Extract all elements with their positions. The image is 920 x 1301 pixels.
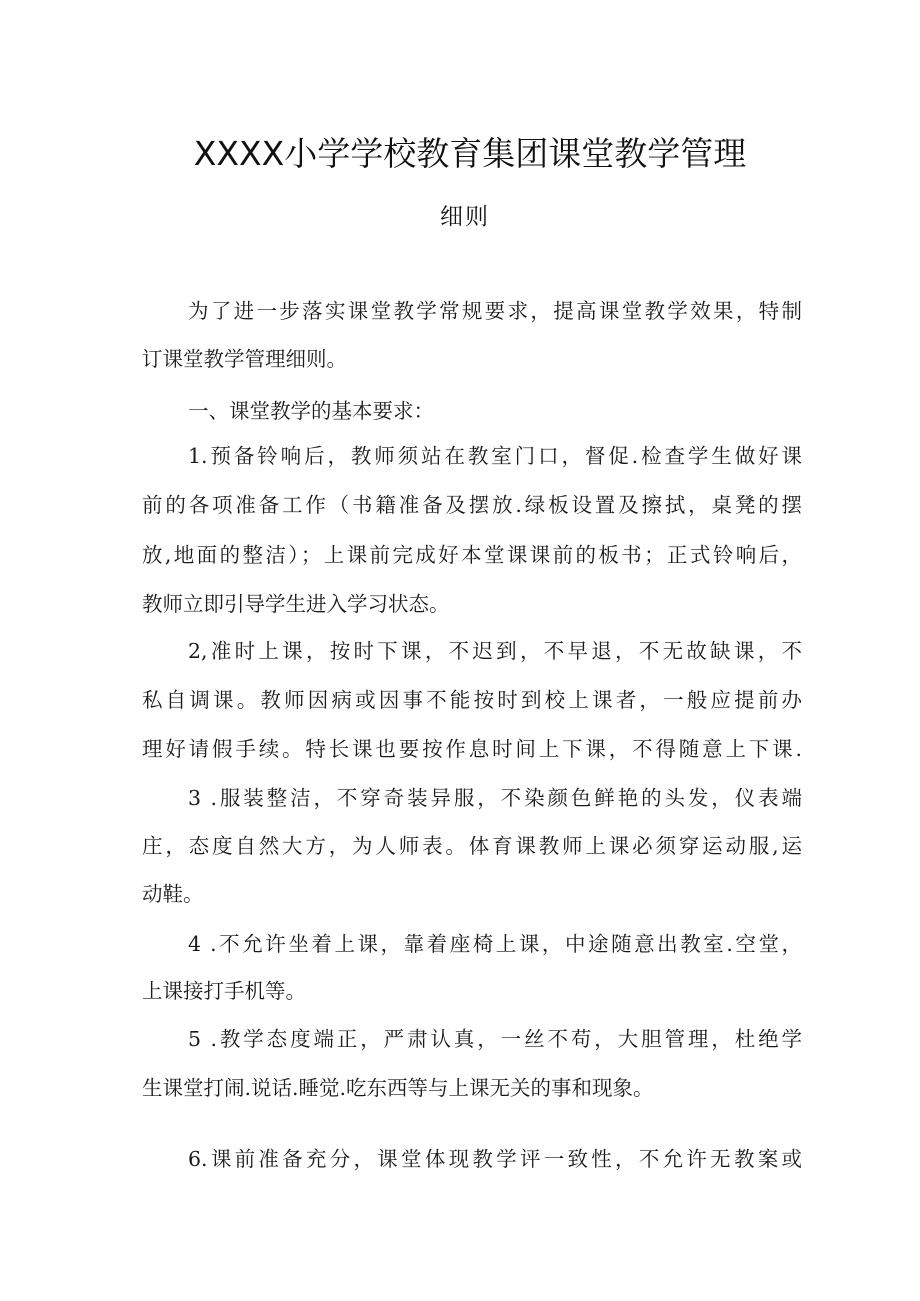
section-heading: 一、课堂教学的基本要求： [188, 399, 434, 423]
paragraph-intro-line-2: 订课堂教学管理细则。 [142, 347, 347, 371]
item-1-line-1: 1.预备铃响后，教师须站在教室门口，督促.检查学生做好课 [188, 444, 802, 468]
item-1-line-3: 放,地面的整洁）；上课前完成好本堂课课前的板书；正式铃响后， [142, 543, 802, 567]
item-5-line-2: 生课堂打闹.说话.睡觉.吃东西等与上课无关的事和现象。 [142, 1076, 654, 1100]
item-3-line-3: 动鞋。 [142, 882, 204, 906]
item-6-line-1: 6.课前准备充分，课堂体现教学评一致性，不允许无教案或 [188, 1147, 802, 1171]
item-3-line-2: 庄，态度自然大方，为人师表。体育课教师上课必须穿运动服,运 [142, 834, 802, 858]
item-2-line-1: 2,准时上课，按时下课，不迟到，不早退，不无故缺课，不 [188, 639, 802, 663]
item-2-line-2: 私自调课。教师因病或因事不能按时到校上课者，一般应提前办 [142, 688, 802, 712]
document-title: XXXX小学学校教育集团课堂教学管理 [193, 134, 747, 173]
item-2-line-3: 理好请假手续。特长课也要按作息时间上下课，不得随意上下课. [142, 737, 802, 761]
item-1-line-2: 前的各项准备工作（书籍准备及摆放.绿板设置及擦拭，桌凳的摆 [142, 493, 802, 517]
item-4-line-2: 上课接打手机等。 [142, 979, 306, 1003]
paragraph-intro-line-1: 为了进一步落实课堂教学常规要求，提高课堂教学效果，特制 [188, 299, 802, 323]
item-3-line-1: 3 .服装整洁，不穿奇装异服，不染颜色鲜艳的头发，仪表端 [188, 786, 802, 810]
item-4-line-1: 4 .不允许坐着上课，靠着座椅上课，中途随意出教室.空堂， [188, 932, 802, 956]
item-1-line-4: 教师立即引导学生进入学习状态。 [142, 592, 450, 616]
document-subtitle: 细则 [440, 204, 490, 230]
item-5-line-1: 5 .教学态度端正，严肃认真，一丝不苟，大胆管理，杜绝学 [188, 1027, 802, 1051]
